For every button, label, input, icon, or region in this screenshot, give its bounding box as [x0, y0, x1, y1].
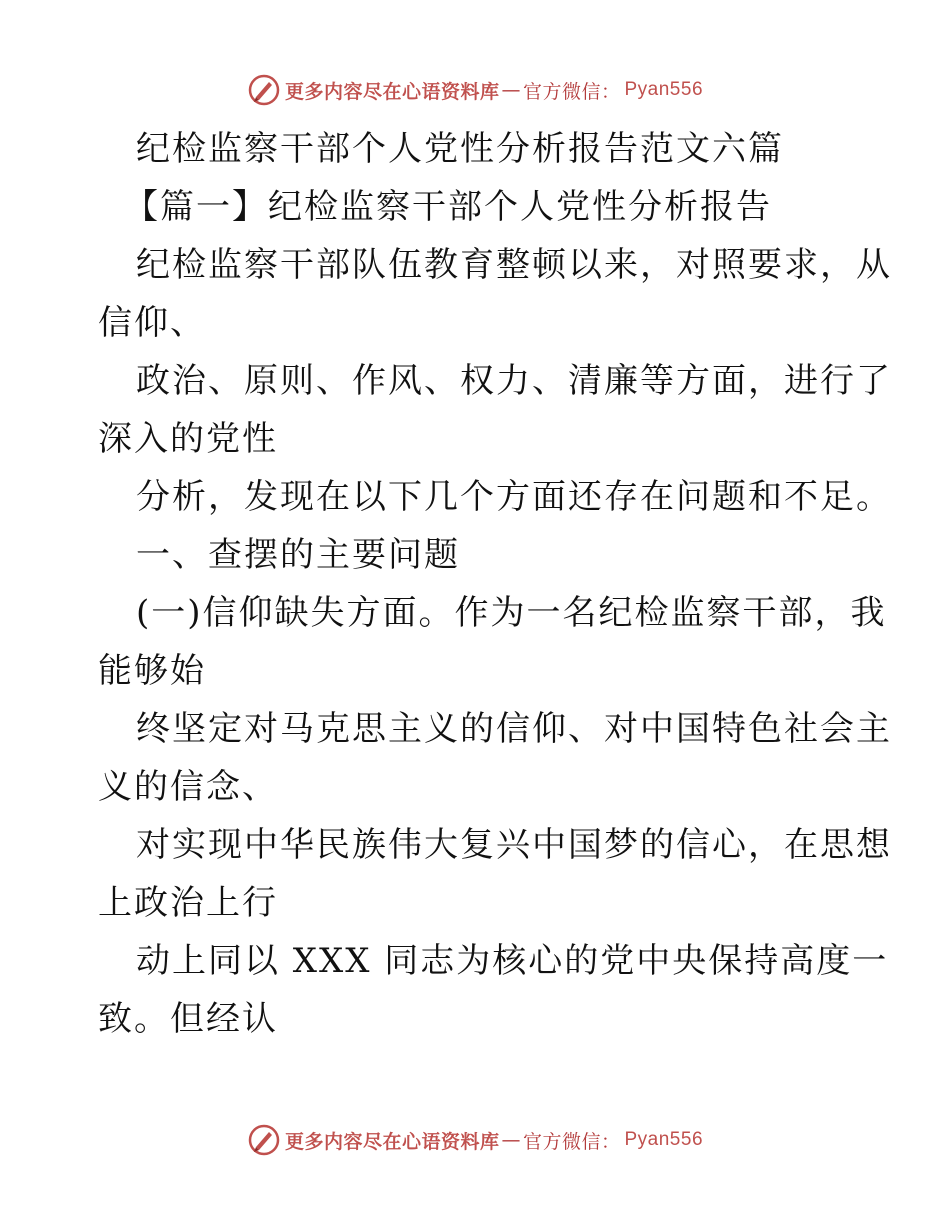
document-body — [98, 120, 892, 1048]
paragraph-line: 义的信念、 — [98, 767, 278, 807]
section-heading: 【篇一】纪检监察干部个人党性分析报告 — [124, 187, 772, 227]
paragraph-line: 政治、原则、作风、权力、清廉等方面，进行了 — [136, 361, 892, 401]
paragraph-line: 对实现中华民族伟大复兴中国梦的信心，在思想 — [136, 825, 892, 865]
subheading: 一、查摆的主要问题 — [136, 535, 460, 575]
paragraph-line: 上政治上行 — [98, 883, 278, 923]
paragraph-line: 能够始 — [98, 651, 206, 691]
document-title: 纪检监察干部个人党性分析报告范文六篇 — [136, 129, 784, 169]
paragraph-line: 信仰、 — [98, 303, 206, 343]
paragraph-line: 动上同以 XXX 同志为核心的党中央保持高度一 — [136, 941, 889, 981]
paragraph-line: (一)信仰缺失方面。作为一名纪检监察干部，我 — [136, 593, 887, 633]
banner-wechat-id: Pyan556 — [624, 79, 704, 100]
banner-wechat-label: 官方微信： — [522, 80, 621, 103]
header-banner — [0, 70, 950, 110]
pen-logo-icon — [247, 73, 281, 107]
paragraph-line: 终坚定对马克思主义的信仰、对中国特色社会主 — [136, 709, 892, 749]
banner-brand: 更多内容尽在心语资料库 — [284, 80, 500, 103]
banner-dash: — — [501, 79, 521, 101]
banner-dash: — — [501, 1129, 521, 1151]
paragraph-line: 深入的党性 — [98, 419, 278, 459]
banner-wechat-id: Pyan556 — [624, 1129, 704, 1150]
banner-brand: 更多内容尽在心语资料库 — [284, 1130, 500, 1153]
paragraph-line: 致。但经认 — [98, 999, 278, 1039]
footer-banner — [0, 1120, 950, 1160]
paragraph-line: 分析，发现在以下几个方面还存在问题和不足。 — [136, 477, 892, 517]
pen-logo-icon — [247, 1123, 281, 1157]
paragraph-line: 纪检监察干部队伍教育整顿以来，对照要求，从 — [136, 245, 892, 285]
banner-wechat-label: 官方微信： — [522, 1130, 621, 1153]
